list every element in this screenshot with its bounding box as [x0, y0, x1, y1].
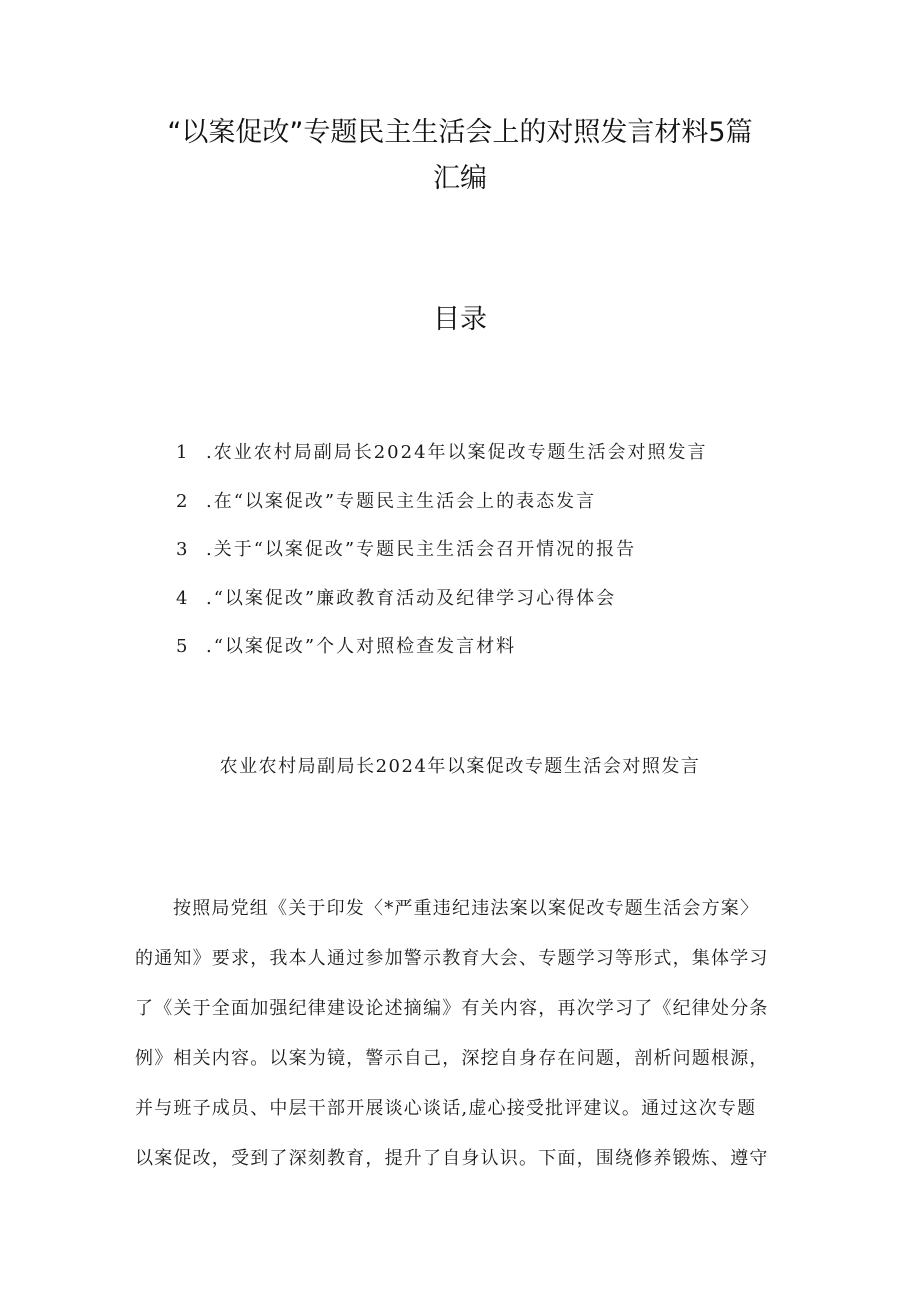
- toc-heading: 目录: [433, 304, 487, 335]
- toc-item[interactable]: [176, 535, 776, 584]
- toc-item-text: .在“以案促改”专题民主生活会上的表态发言: [206, 490, 597, 512]
- toc-item-text: .关于“以案促改”专题民主生活会召开情况的报告: [206, 539, 637, 560]
- toc-item[interactable]: [176, 438, 776, 487]
- body-line: 按照局党组《关于印发〈*严重违纪违法案以案促改专题生活会方案〉: [173, 898, 760, 919]
- toc-item[interactable]: [176, 632, 776, 681]
- toc-item-text: .农业农村局副局长2024年以案促改专题生活会对照发言: [206, 442, 708, 463]
- body-line: 的通知》要求，我本人通过参加警示教育大会、专题学习等形式，集体学习: [135, 948, 769, 969]
- document-title-line-2: 汇编: [433, 163, 487, 194]
- body-line: 例》相关内容。以案为镜，警示自己，深挖自身存在问题，剖析问题根源，: [135, 1048, 769, 1069]
- toc-item-number: 4: [176, 587, 190, 609]
- toc-item-number: 2: [176, 490, 190, 512]
- body-line: 了《关于全面加强纪律建设论述摘编》有关内容，再次学习了《纪律处分条: [135, 998, 769, 1019]
- body-paragraph: [135, 884, 787, 1184]
- section-title: 农业农村局副局长2024年以案促改专题生活会对照发言: [219, 756, 701, 777]
- toc-item-number: 3: [176, 539, 190, 560]
- toc-item[interactable]: [176, 487, 776, 536]
- table-of-contents: [176, 438, 776, 681]
- body-line: 以案促改，受到了深刻教育，提升了自身认识。下面，围绕修养锻炼、遵守: [135, 1148, 769, 1169]
- toc-item-number: 5: [176, 636, 190, 657]
- toc-item-number: 1: [176, 442, 190, 463]
- document-title-line-1: “以案促改”专题民主生活会上的对照发言材料5篇: [167, 117, 753, 148]
- toc-item-text: .“以案促改”廉政教育活动及纪律学习心得体会: [206, 587, 617, 609]
- toc-item[interactable]: [176, 584, 776, 633]
- body-line: 并与班子成员、中层干部开展谈心谈话,虚心接受批评建议。通过这次专题: [135, 1098, 757, 1119]
- document-title: [140, 110, 780, 202]
- toc-item-text: .“以案促改”个人对照检查发言材料: [206, 636, 517, 657]
